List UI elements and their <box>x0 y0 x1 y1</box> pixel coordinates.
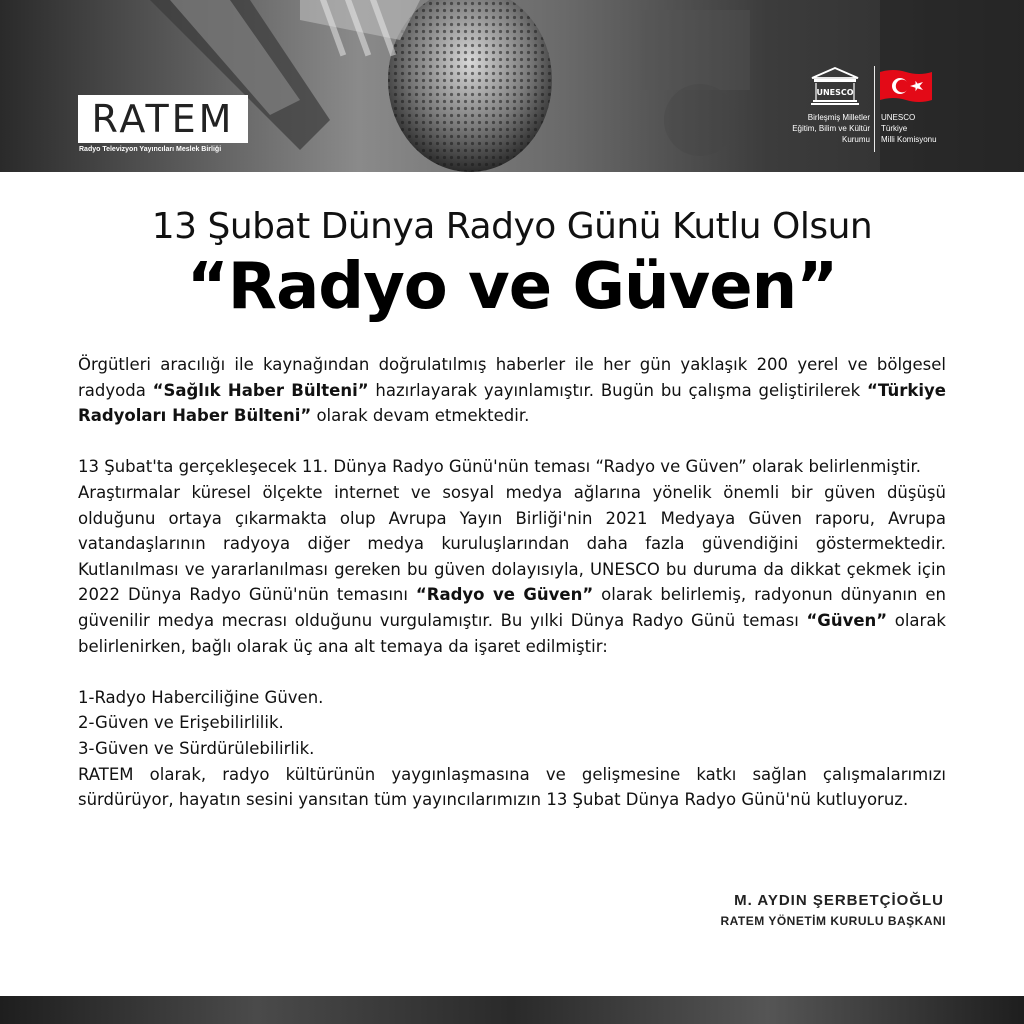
ratem-logo-text: RATEM <box>91 97 235 141</box>
turkey-flag-icon <box>880 68 932 104</box>
text-run: olarak belirlenirken, bağlı olarak üç ana alt temaya da işaret edilmiştir: <box>78 610 946 656</box>
unesco-temple-icon <box>810 66 860 108</box>
unesco-name-left <box>792 112 870 145</box>
paragraph-closing: RATEM olarak, radyo kültürünün yaygınlaşmasına ve gelişmesine katkı sağlan çalışmalarımızı sürdürüyor, hayatın sesini yansıtan tüm yayıncılarımızın 13 Şubat Dünya Radyo Günü'nü kutluyoruz. <box>78 764 946 810</box>
unesco-right-line: UNESCO <box>881 113 916 122</box>
text-run-bold: “Türkiye Radyoları Haber Bülteni” <box>78 380 946 426</box>
article-body <box>78 352 946 813</box>
footer-strip <box>0 996 1024 1024</box>
paragraph-intro <box>78 352 946 429</box>
ratem-logo <box>78 95 248 143</box>
text-run: olarak devam etmektedir. <box>311 406 530 426</box>
text-run: Örgütleri aracılığı ile kaynağından doğrulatılmış haberler ile her gün yaklaşık 200 yerel ve bölgesel radyoda <box>78 355 946 400</box>
text-run-bold: “Güven” <box>806 610 888 630</box>
list-item: 1-Radyo Haberciliğine Güven. <box>78 687 324 707</box>
paragraph-theme: 13 Şubat'ta gerçekleşecek 11. Dünya Radyo Günü'nün teması “Radyo ve Güven” olarak belirlenmiştir. <box>78 457 922 477</box>
ratem-logo-subtitle: Radyo Televizyon Yayıncıları Meslek Birliği <box>79 146 222 153</box>
unesco-right-line: Milli Komisyonu <box>881 135 937 144</box>
text-run-bold: “Sağlık Haber Bülteni” <box>152 380 369 400</box>
unesco-right-line: Türkiye <box>881 124 908 133</box>
unesco-emblem-text: UNESCO <box>816 88 854 97</box>
text-run-bold: “Radyo ve Güven” <box>415 585 594 605</box>
page-headline: “Radyo ve Güven” <box>186 250 838 324</box>
unesco-name-right <box>881 112 937 145</box>
text-run: olarak belirlemiş, radyonun dünyanın en güvenilir medya mecrası olduğunu vurgulamıştır. Bu yılki Dünya Radyo Günü teması <box>78 585 947 630</box>
unesco-left-line: Birleşmiş Milletler <box>807 113 870 122</box>
unesco-left-line: Eğitim, Bilim ve Kültür <box>792 124 870 133</box>
signature-name: M. AYDIN ŞERBETÇİOĞLU <box>734 892 944 909</box>
page-title: 13 Şubat Dünya Radyo Günü Kutlu Olsun <box>151 206 873 247</box>
list-item: 3-Güven ve Sürdürülebilirlik. <box>78 738 315 758</box>
unesco-divider <box>874 66 875 152</box>
text-run: Araştırmalar küresel ölçekte internet ve sosyal medya ağlarına yönelik önemli bir güven düşüşü olduğunu ortaya çıkarmakta olup Avrupa Yayın Birliği'nin 2021 Medyaya Güven raporu, Avrupa vatandaşlarının radyoya diğer medya kuruluşlarından daha fazla güvendiğini göstermektedir. Kutlanılması ve yararlanılması gereken bu güven dolayısıyla, UNESCO bu duruma da dikkat çekmek için 2022 Dünya Radyo Günü'nün temasını <box>78 482 946 605</box>
list-item: 2-Güven ve Erişebilirlilik. <box>78 713 284 733</box>
unesco-left-line: Kurumu <box>841 135 870 144</box>
unesco-logo-block <box>790 64 970 164</box>
text-run: hazırlayarak yayınlamıştır. Bugün bu çalışma geliştirilerek <box>368 380 867 400</box>
paragraph-research <box>78 480 946 659</box>
header-banner <box>0 0 1024 172</box>
signature-title: RATEM YÖNETİM KURULU BAŞKANI <box>720 914 946 928</box>
